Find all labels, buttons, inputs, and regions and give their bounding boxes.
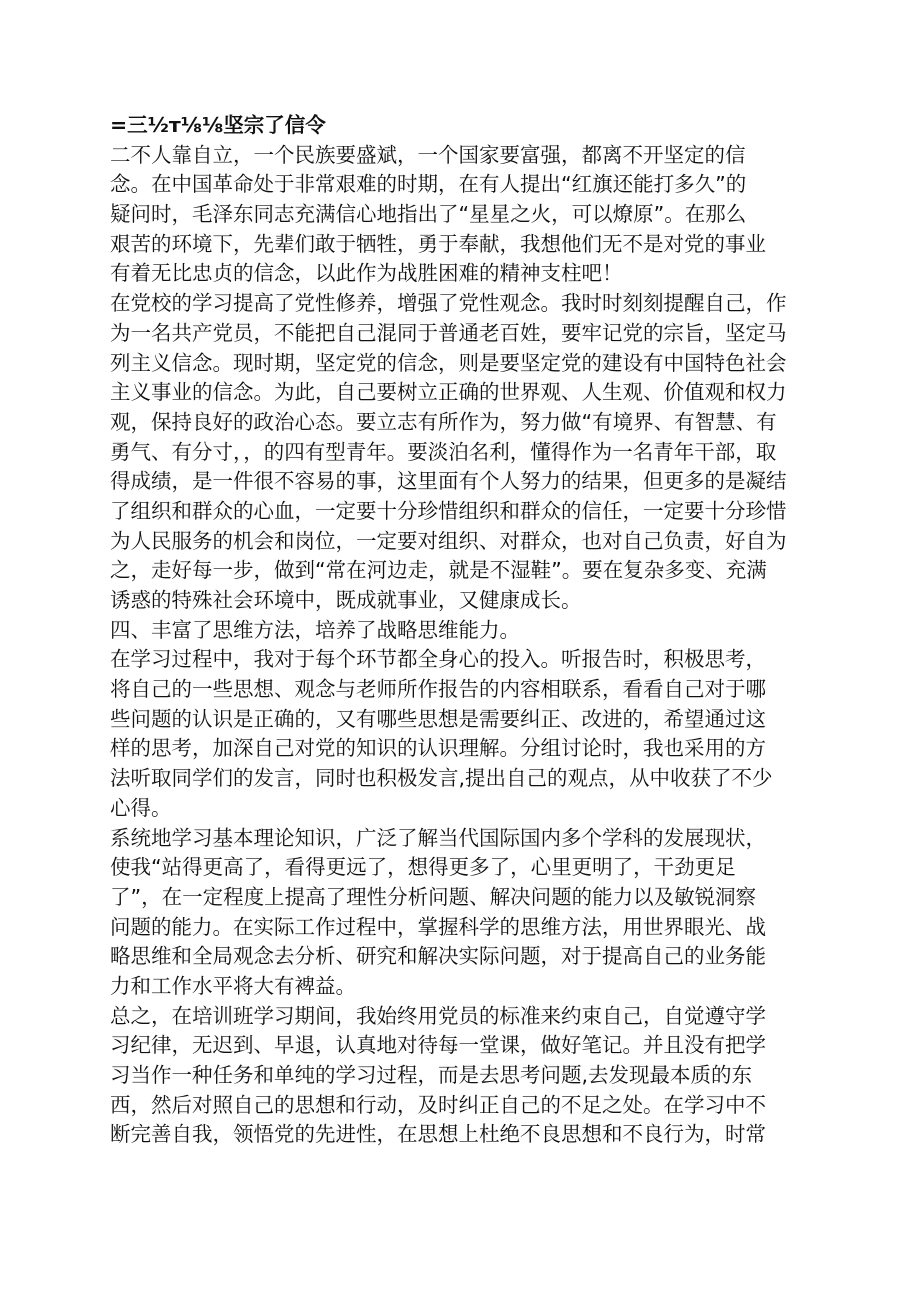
- paragraph-line: 主义事业的信念。为此，自己要树立正确的世界观、人生观、价值观和权力: [110, 380, 787, 405]
- paragraph-line: 诱惑的特殊社会环境中，既成就事业，又健康成长。: [110, 588, 582, 612]
- paragraph-line: 为人民服务的机会和岗位，一定要对组织、对群众，也对自己负责，好自为: [110, 528, 787, 553]
- section-heading-line: 四、丰富了思维方法，培养了战略思维能力。: [110, 617, 520, 642]
- paragraph-line: 念。在中国革命处于非常艰难的时期，在有人提出“红旗还能打多久”的: [110, 172, 747, 197]
- paragraph-line: 艰苦的环境下，先辈们敢于牺牲，勇于奉献，我想他们无不是对党的事业: [110, 231, 766, 256]
- paragraph-line: 使我“站得更高了，看得更远了，想得更多了，心里更明了，干劲更足: [110, 855, 736, 880]
- paragraph-line: 将自己的一些思想、观念与老师所作报告的内容相联系，看看自己对于哪: [110, 677, 766, 702]
- paragraph-line: 在党校的学习提高了党性修养，增强了党性观念。我时时刻刻提醒自己，作: [110, 291, 787, 316]
- paragraph-line: 断完善自我，领悟党的先进性，在思想上杜绝不良思想和不良行为，时常: [110, 1122, 766, 1147]
- paragraph-line: 问题的能力。在实际工作过程中，掌握科学的思维方法，用世界眼光、战: [110, 914, 766, 939]
- paragraph-line: 习纪律，无迟到、早退，认真地对待每一堂课，做好笔记。并且没有把学: [110, 1033, 766, 1058]
- paragraph-line: 力和工作水平将大有裨益。: [110, 973, 356, 998]
- paragraph-line: 略思维和全局观念去分析、研究和解决实际问题，对于提高自己的业务能: [110, 944, 766, 969]
- paragraph-line: 为一名共产党员，不能把自己混同于普通老百姓，要牢记党的宗旨，坚定马: [110, 320, 787, 345]
- paragraph-line: 些问题的认识是正确的，又有哪些思想是需要纠正、改进的，希望通过这: [110, 706, 766, 731]
- paragraph-line: 在学习过程中，我对于每个环节都全身心的投入。听报告时，积极思考，: [110, 647, 766, 672]
- paragraph-line: 习当作一种任务和单纯的学习过程，而是去思考问题,去发现最本质的东: [110, 1063, 753, 1087]
- paragraph-line: 了”，在一定程度上提高了理性分析问题、解决问题的能力以及敏锐洞察: [110, 884, 757, 909]
- paragraph-line: 二不人靠自立，一个民族要盛斌，一个国家要富强，都离不开坚定的信: [110, 142, 746, 167]
- section-heading-line: =三½т⅛⅛坚宗了信令: [110, 113, 326, 137]
- paragraph-line: 法听取同学们的发言，同时也积极发言,提出自己的观点，从中收获了不少: [110, 766, 773, 791]
- paragraph-line: 总之，在培训班学习期间，我始终用党员的标准来约束自己，自觉遵守学: [110, 1003, 766, 1028]
- document-body: [110, 111, 810, 1150]
- paragraph-line: 得成绩，是一件很不容易的事，这里面有个人努力的结果，但更多的是凝结: [110, 469, 787, 494]
- paragraph-line: 系统地学习基本理论知识，广泛了解当代国际国内多个学科的发展现状，: [110, 825, 766, 850]
- paragraph-line: 西，然后对照自己的思想和行动，及时纠正自己的不足之处。在学习中不: [110, 1092, 766, 1117]
- paragraph-line: 列主义信念。现时期，坚定党的信念，则是要坚定党的建设有中国特色社会: [110, 350, 787, 375]
- paragraph-line: 有着无比忠贞的信念，以此作为战胜困难的精神支柱吧！: [110, 261, 623, 286]
- paragraph-line: 勇气、有分寸，，的四有型青年。要淡泊名利，懂得作为一名青年干部，取: [110, 439, 777, 464]
- paragraph-line: 心得。: [110, 795, 172, 820]
- paragraph-line: 观，保持良好的政治心态。要立志有所作为，努力做“有境界、有智慧、有: [110, 409, 777, 434]
- paragraph-line: 了组织和群众的心血，一定要十分珍惜组织和群众的信任，一定要十分珍惜: [110, 498, 787, 523]
- paragraph-line: 样的思考，加深自己对党的知识的认识理解。分组讨论时，我也采用的方: [110, 736, 766, 761]
- paragraph-line: 之，走好每一步，做到“常在河边走，就是不湿鞋”。要在复杂多变、充满: [110, 558, 767, 583]
- paragraph-line: 疑问时，毛泽东同志充满信心地指出了“星星之火，可以燎原”。在那么: [110, 202, 747, 227]
